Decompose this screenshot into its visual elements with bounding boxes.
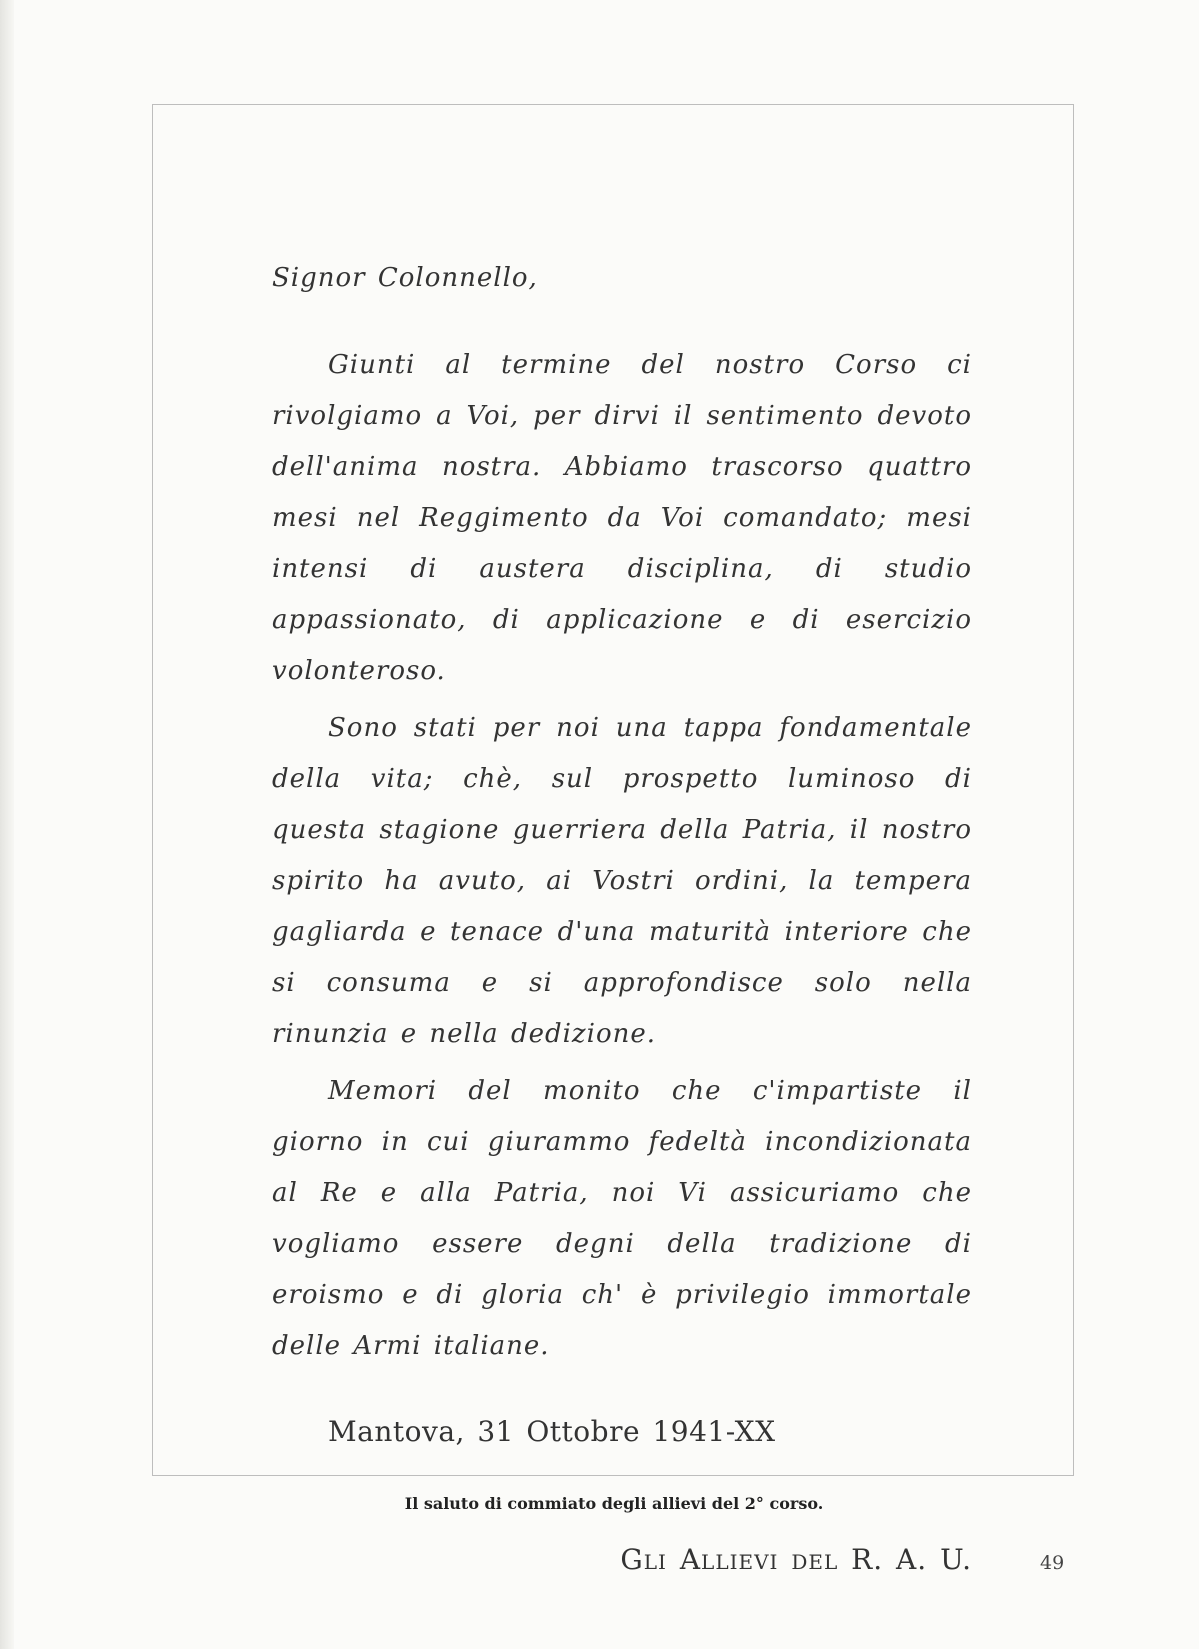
page-number: 49	[1040, 1552, 1065, 1574]
paragraph-1: Giunti al termine del nostro Corso ci rivolgiamo a Voi, per dirvi il sentimento devoto dell'anima nostra. Abbiamo trascorso quattro mesi nel Reggimento da Voi comandato; mesi intensi di austera disciplina, di studio appassionato, di applicazione e di esercizio volonteroso.	[272, 350, 972, 686]
salutation: Signor Colonnello,	[272, 263, 538, 293]
paragraph-3: Memori del monito che c'impartiste il giorno in cui giurammo fedeltà incondizionata al Re e alla Patria, noi Vi assicuriamo che vogliamo essere degni della tradizione di eroismo e di gloria ch' è privilegio immortale delle Armi italiane.	[272, 1076, 972, 1361]
signature: Gli Allievi del R. A. U.	[620, 1543, 972, 1576]
letter-body	[272, 258, 972, 1580]
page-edge	[0, 0, 14, 1649]
paragraph-2: Sono stati per noi una tappa fondamentale della vita; chè, sul prospetto luminoso di questa stagione guerriera della Patria, il nostro spirito ha avuto, ai Vostri ordini, la tempera gagliarda e tenace d'una maturità interiore che si consuma e si approfondisce solo nella rinunzia e nella dedizione.	[272, 713, 972, 1049]
dateline: Mantova, 31 Ottobre 1941-XX	[328, 1415, 776, 1448]
figure-caption: Il saluto di commiato degli allievi del 2° corso.	[404, 1494, 824, 1513]
